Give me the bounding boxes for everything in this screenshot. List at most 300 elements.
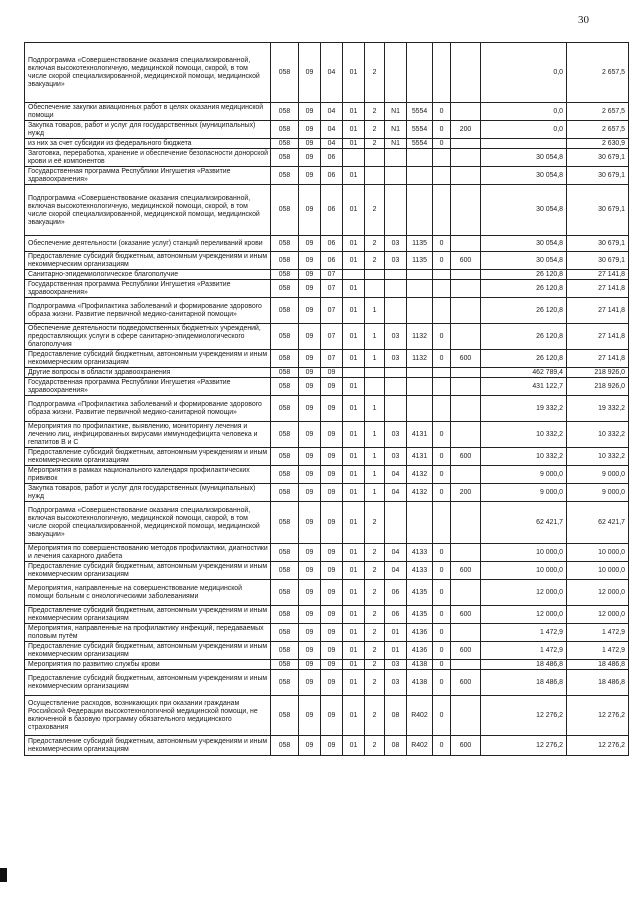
cell-c5: 0 xyxy=(433,670,451,696)
cell-adm: 058 xyxy=(271,660,299,670)
cell-pr: 04 xyxy=(321,43,343,103)
table-row xyxy=(25,252,629,270)
cell-adm: 058 xyxy=(271,324,299,350)
cell-c4: R402 xyxy=(407,736,433,756)
table-row xyxy=(25,324,629,350)
cell-rz: 09 xyxy=(299,185,321,236)
cell-c4: 4131 xyxy=(407,448,433,466)
cell-c3: 06 xyxy=(385,580,407,606)
cell-c2: 2 xyxy=(365,562,385,580)
cell-c2: 2 xyxy=(365,252,385,270)
cell-name: Государственная программа Республики Ингушетия «Развитие здравоохранения» xyxy=(25,378,271,396)
cell-c5: 0 xyxy=(433,660,451,670)
cell-rz: 09 xyxy=(299,378,321,396)
cell-pr: 09 xyxy=(321,422,343,448)
cell-rz: 09 xyxy=(299,484,321,502)
cell-name: Обеспечение деятельности (оказание услуг) станций переливаний крови xyxy=(25,236,271,252)
cell-c3: 08 xyxy=(385,696,407,736)
cell-name: Предоставление субсидий бюджетным, автономным учреждениям и иным некоммерческим организациям xyxy=(25,736,271,756)
cell-c5 xyxy=(433,396,451,422)
cell-v1: 26 120,8 xyxy=(481,324,567,350)
cell-v1: 19 332,2 xyxy=(481,396,567,422)
cell-adm: 058 xyxy=(271,696,299,736)
cell-pr: 09 xyxy=(321,580,343,606)
cell-vr: 600 xyxy=(451,350,481,368)
cell-c2 xyxy=(365,149,385,167)
cell-c5: 0 xyxy=(433,324,451,350)
cell-name: Санитарно-эпидемиологическое благополучие xyxy=(25,270,271,280)
cell-v2: 218 926,0 xyxy=(567,368,629,378)
cell-pr: 09 xyxy=(321,606,343,624)
cell-v1: 0,0 xyxy=(481,43,567,103)
cell-rz: 09 xyxy=(299,103,321,121)
table-row xyxy=(25,149,629,167)
cell-v2: 1 472,9 xyxy=(567,642,629,660)
table-row xyxy=(25,378,629,396)
cell-c2: 1 xyxy=(365,466,385,484)
cell-v1: 462 789,4 xyxy=(481,368,567,378)
cell-vr xyxy=(451,502,481,544)
cell-adm: 058 xyxy=(271,422,299,448)
cell-c1: 01 xyxy=(343,236,365,252)
cell-v1: 30 054,8 xyxy=(481,167,567,185)
cell-c4: R402 xyxy=(407,696,433,736)
table-row xyxy=(25,43,629,103)
cell-c1: 01 xyxy=(343,350,365,368)
table-row xyxy=(25,270,629,280)
cell-c4 xyxy=(407,270,433,280)
cell-c5 xyxy=(433,502,451,544)
cell-v1: 9 000,0 xyxy=(481,484,567,502)
cell-c1: 01 xyxy=(343,324,365,350)
cell-name: Мероприятия в рамках национального календаря профилактических прививок xyxy=(25,466,271,484)
cell-rz: 09 xyxy=(299,502,321,544)
cell-v2: 10 000,0 xyxy=(567,544,629,562)
cell-c4: 4136 xyxy=(407,624,433,642)
cell-rz: 09 xyxy=(299,270,321,280)
cell-c1: 01 xyxy=(343,298,365,324)
cell-pr: 04 xyxy=(321,139,343,149)
cell-name: Мероприятия, направленные на профилактику инфекций, передаваемых половым путём xyxy=(25,624,271,642)
cell-c4: 4133 xyxy=(407,562,433,580)
cell-c4 xyxy=(407,378,433,396)
cell-c4 xyxy=(407,167,433,185)
cell-c2: 2 xyxy=(365,103,385,121)
cell-c4 xyxy=(407,368,433,378)
cell-c1: 01 xyxy=(343,660,365,670)
table-row xyxy=(25,298,629,324)
cell-adm: 058 xyxy=(271,466,299,484)
cell-c1: 01 xyxy=(343,466,365,484)
cell-c1: 01 xyxy=(343,606,365,624)
cell-pr: 04 xyxy=(321,121,343,139)
cell-adm: 058 xyxy=(271,544,299,562)
cell-adm: 058 xyxy=(271,606,299,624)
cell-rz: 09 xyxy=(299,448,321,466)
cell-name: Мероприятия, направленные на совершенствование медицинской помощи больным с онкологическими заболеваниями xyxy=(25,580,271,606)
cell-c1: 01 xyxy=(343,121,365,139)
table-row xyxy=(25,660,629,670)
cell-rz: 09 xyxy=(299,298,321,324)
cell-adm: 058 xyxy=(271,252,299,270)
cell-rz: 09 xyxy=(299,544,321,562)
cell-c3 xyxy=(385,280,407,298)
cell-vr xyxy=(451,544,481,562)
table-row xyxy=(25,167,629,185)
cell-v1: 10 332,2 xyxy=(481,422,567,448)
cell-pr: 09 xyxy=(321,484,343,502)
cell-v2: 2 657,5 xyxy=(567,121,629,139)
cell-c5: 0 xyxy=(433,139,451,149)
cell-c3: 04 xyxy=(385,562,407,580)
cell-c3: 03 xyxy=(385,350,407,368)
cell-adm: 058 xyxy=(271,185,299,236)
cell-vr: 200 xyxy=(451,121,481,139)
cell-pr: 09 xyxy=(321,624,343,642)
cell-c2: 2 xyxy=(365,43,385,103)
cell-c1: 01 xyxy=(343,139,365,149)
cell-c2: 2 xyxy=(365,660,385,670)
cell-c4: 4138 xyxy=(407,670,433,696)
cell-vr xyxy=(451,270,481,280)
cell-v2: 9 000,0 xyxy=(567,466,629,484)
cell-c1: 01 xyxy=(343,736,365,756)
cell-name: Подпрограмма «Совершенствование оказания специализированной, включая высокотехнологичную, медицинской помощи, скорой, в том числе скорой специализированной, медицинской помощи, медицинской эвакуации» xyxy=(25,43,271,103)
cell-pr: 09 xyxy=(321,562,343,580)
table-row xyxy=(25,466,629,484)
cell-rz: 09 xyxy=(299,236,321,252)
cell-pr: 06 xyxy=(321,185,343,236)
cell-c1: 01 xyxy=(343,562,365,580)
cell-name: Предоставление субсидий бюджетным, автономным учреждениям и иным некоммерческим организациям xyxy=(25,562,271,580)
cell-c1: 01 xyxy=(343,252,365,270)
cell-pr: 06 xyxy=(321,252,343,270)
cell-v1: 12 276,2 xyxy=(481,696,567,736)
cell-c2: 2 xyxy=(365,544,385,562)
cell-c1 xyxy=(343,149,365,167)
cell-c5: 0 xyxy=(433,484,451,502)
cell-c3: 04 xyxy=(385,466,407,484)
cell-adm: 058 xyxy=(271,484,299,502)
cell-c3 xyxy=(385,298,407,324)
cell-c4: 4131 xyxy=(407,422,433,448)
cell-name: из них за счет субсидии из федерального бюджета xyxy=(25,139,271,149)
cell-name: Предоставление субсидий бюджетным, автономным учреждениям и иным некоммерческим организациям xyxy=(25,670,271,696)
cell-c2: 2 xyxy=(365,580,385,606)
scan-edge-mark xyxy=(0,868,7,882)
cell-c3: N1 xyxy=(385,139,407,149)
cell-v1: 62 421,7 xyxy=(481,502,567,544)
cell-rz: 09 xyxy=(299,368,321,378)
cell-v1: 30 054,8 xyxy=(481,252,567,270)
cell-pr: 09 xyxy=(321,670,343,696)
cell-adm: 058 xyxy=(271,236,299,252)
cell-c4: 1135 xyxy=(407,236,433,252)
cell-pr: 04 xyxy=(321,103,343,121)
cell-c2: 1 xyxy=(365,422,385,448)
cell-v1: 30 054,8 xyxy=(481,185,567,236)
cell-c1: 01 xyxy=(343,167,365,185)
cell-name: Закупка товаров, работ и услуг для государственных (муниципальных) нужд xyxy=(25,121,271,139)
cell-v2: 12 276,2 xyxy=(567,736,629,756)
cell-adm: 058 xyxy=(271,378,299,396)
cell-c3: 01 xyxy=(385,624,407,642)
cell-c2: 2 xyxy=(365,502,385,544)
cell-v1 xyxy=(481,139,567,149)
cell-c5 xyxy=(433,280,451,298)
cell-adm: 058 xyxy=(271,43,299,103)
cell-adm: 058 xyxy=(271,562,299,580)
cell-v2: 27 141,8 xyxy=(567,298,629,324)
cell-v2: 10 332,2 xyxy=(567,448,629,466)
cell-adm: 058 xyxy=(271,368,299,378)
cell-c5 xyxy=(433,368,451,378)
cell-v1: 431 122,7 xyxy=(481,378,567,396)
cell-name: Обеспечение закупки авиационных работ в целях оказания медицинской помощи xyxy=(25,103,271,121)
cell-name: Обеспечение деятельности подведомственных бюджетных учреждений, предоставляющих услуги в сфере санитарно-эпидемиологического благополучия xyxy=(25,324,271,350)
cell-c5: 0 xyxy=(433,350,451,368)
cell-c1: 01 xyxy=(343,103,365,121)
cell-v2: 2 657,5 xyxy=(567,103,629,121)
cell-vr xyxy=(451,378,481,396)
cell-c5 xyxy=(433,378,451,396)
cell-pr: 07 xyxy=(321,350,343,368)
cell-v1: 26 120,8 xyxy=(481,280,567,298)
cell-v2: 27 141,8 xyxy=(567,350,629,368)
cell-c3: 08 xyxy=(385,736,407,756)
cell-adm: 058 xyxy=(271,139,299,149)
cell-c1: 01 xyxy=(343,696,365,736)
cell-c2 xyxy=(365,378,385,396)
cell-c1: 01 xyxy=(343,670,365,696)
cell-vr xyxy=(451,324,481,350)
cell-pr: 09 xyxy=(321,660,343,670)
cell-v2: 2 657,5 xyxy=(567,43,629,103)
cell-name: Другие вопросы в области здравоохранения xyxy=(25,368,271,378)
cell-adm: 058 xyxy=(271,270,299,280)
cell-v2: 30 679,1 xyxy=(567,167,629,185)
cell-c2 xyxy=(365,368,385,378)
cell-c1: 01 xyxy=(343,580,365,606)
cell-c5: 0 xyxy=(433,580,451,606)
cell-v2: 19 332,2 xyxy=(567,396,629,422)
cell-v1: 18 486,8 xyxy=(481,660,567,670)
cell-c3 xyxy=(385,167,407,185)
cell-c3 xyxy=(385,149,407,167)
cell-c5: 0 xyxy=(433,696,451,736)
cell-c3 xyxy=(385,43,407,103)
cell-rz: 09 xyxy=(299,396,321,422)
cell-vr xyxy=(451,139,481,149)
cell-c1: 01 xyxy=(343,502,365,544)
table-row xyxy=(25,670,629,696)
table-row xyxy=(25,696,629,736)
cell-c3: 03 xyxy=(385,422,407,448)
cell-c3 xyxy=(385,368,407,378)
cell-c3: 06 xyxy=(385,606,407,624)
cell-rz: 09 xyxy=(299,562,321,580)
cell-name: Предоставление субсидий бюджетным, автономным учреждениям и иным некоммерческим организациям xyxy=(25,448,271,466)
cell-v1: 12 000,0 xyxy=(481,580,567,606)
cell-adm: 058 xyxy=(271,448,299,466)
cell-vr xyxy=(451,368,481,378)
cell-c4 xyxy=(407,280,433,298)
cell-c4: 4135 xyxy=(407,606,433,624)
cell-pr: 09 xyxy=(321,466,343,484)
cell-rz: 09 xyxy=(299,324,321,350)
cell-c5: 0 xyxy=(433,448,451,466)
cell-rz: 09 xyxy=(299,660,321,670)
cell-v2: 30 679,1 xyxy=(567,236,629,252)
cell-rz: 09 xyxy=(299,149,321,167)
cell-c3 xyxy=(385,270,407,280)
cell-pr: 07 xyxy=(321,298,343,324)
cell-pr: 09 xyxy=(321,396,343,422)
cell-c2 xyxy=(365,270,385,280)
table-row xyxy=(25,103,629,121)
cell-c5: 0 xyxy=(433,236,451,252)
cell-rz: 09 xyxy=(299,580,321,606)
table-row xyxy=(25,606,629,624)
cell-adm: 058 xyxy=(271,167,299,185)
table-row xyxy=(25,368,629,378)
cell-v1: 30 054,8 xyxy=(481,236,567,252)
cell-vr xyxy=(451,280,481,298)
cell-vr xyxy=(451,580,481,606)
cell-c5: 0 xyxy=(433,642,451,660)
cell-rz: 09 xyxy=(299,422,321,448)
table-row xyxy=(25,396,629,422)
cell-c5: 0 xyxy=(433,466,451,484)
cell-c5: 0 xyxy=(433,606,451,624)
cell-c2: 2 xyxy=(365,624,385,642)
cell-name: Государственная программа Республики Ингушетия «Развитие здравоохранения» xyxy=(25,167,271,185)
cell-c5 xyxy=(433,149,451,167)
cell-c4 xyxy=(407,298,433,324)
cell-c3 xyxy=(385,502,407,544)
cell-c1: 01 xyxy=(343,484,365,502)
cell-vr xyxy=(451,660,481,670)
cell-vr xyxy=(451,422,481,448)
cell-vr xyxy=(451,696,481,736)
cell-pr: 07 xyxy=(321,324,343,350)
cell-v2: 218 926,0 xyxy=(567,378,629,396)
cell-c1: 01 xyxy=(343,448,365,466)
cell-c4: 5554 xyxy=(407,121,433,139)
cell-vr: 600 xyxy=(451,562,481,580)
cell-vr: 200 xyxy=(451,484,481,502)
cell-v1: 26 120,8 xyxy=(481,350,567,368)
cell-rz: 09 xyxy=(299,736,321,756)
cell-c1: 01 xyxy=(343,544,365,562)
cell-v1: 1 472,9 xyxy=(481,624,567,642)
cell-c4: 1132 xyxy=(407,350,433,368)
cell-c5 xyxy=(433,298,451,324)
cell-pr: 06 xyxy=(321,167,343,185)
cell-c1: 01 xyxy=(343,422,365,448)
cell-c1: 01 xyxy=(343,185,365,236)
cell-adm: 058 xyxy=(271,396,299,422)
cell-c5 xyxy=(433,43,451,103)
cell-c4: 4138 xyxy=(407,660,433,670)
cell-c4: 1135 xyxy=(407,252,433,270)
table-row xyxy=(25,448,629,466)
cell-v2: 12 000,0 xyxy=(567,580,629,606)
cell-vr: 600 xyxy=(451,736,481,756)
cell-c2: 1 xyxy=(365,396,385,422)
cell-vr xyxy=(451,624,481,642)
cell-c4: 4133 xyxy=(407,544,433,562)
cell-c4: 4132 xyxy=(407,466,433,484)
table-row xyxy=(25,121,629,139)
cell-v2: 1 472,9 xyxy=(567,624,629,642)
cell-rz: 09 xyxy=(299,252,321,270)
table-row xyxy=(25,139,629,149)
cell-rz: 09 xyxy=(299,121,321,139)
cell-c5: 0 xyxy=(433,736,451,756)
cell-adm: 058 xyxy=(271,642,299,660)
cell-adm: 058 xyxy=(271,280,299,298)
cell-c4 xyxy=(407,43,433,103)
cell-pr: 09 xyxy=(321,642,343,660)
cell-name: Предоставление субсидий бюджетным, автономным учреждениям и иным некоммерческим организациям xyxy=(25,252,271,270)
cell-c2 xyxy=(365,167,385,185)
cell-c5 xyxy=(433,167,451,185)
cell-pr: 09 xyxy=(321,448,343,466)
cell-v2: 10 332,2 xyxy=(567,422,629,448)
cell-name: Предоставление субсидий бюджетным, автономным учреждениям и иным некоммерческим организациям xyxy=(25,642,271,660)
cell-c5 xyxy=(433,270,451,280)
cell-c3 xyxy=(385,185,407,236)
cell-c4: 1132 xyxy=(407,324,433,350)
cell-c2: 2 xyxy=(365,696,385,736)
cell-pr: 09 xyxy=(321,502,343,544)
cell-v2: 10 000,0 xyxy=(567,562,629,580)
cell-c2: 2 xyxy=(365,185,385,236)
cell-pr: 06 xyxy=(321,236,343,252)
cell-v2: 30 679,1 xyxy=(567,149,629,167)
cell-name: Мероприятия по совершенствованию методов профилактики, диагностики и лечения сахарного диабета xyxy=(25,544,271,562)
cell-c4: 4135 xyxy=(407,580,433,606)
cell-c5: 0 xyxy=(433,544,451,562)
cell-c2: 2 xyxy=(365,670,385,696)
cell-pr: 09 xyxy=(321,736,343,756)
cell-rz: 09 xyxy=(299,466,321,484)
cell-pr: 09 xyxy=(321,378,343,396)
cell-adm: 058 xyxy=(271,736,299,756)
cell-c1 xyxy=(343,270,365,280)
budget-table xyxy=(24,42,629,756)
cell-c5 xyxy=(433,185,451,236)
table-row xyxy=(25,280,629,298)
cell-vr xyxy=(451,236,481,252)
cell-name: Предоставление субсидий бюджетным, автономным учреждениям и иным некоммерческим организациям xyxy=(25,606,271,624)
table-row xyxy=(25,502,629,544)
cell-vr xyxy=(451,103,481,121)
cell-rz: 09 xyxy=(299,350,321,368)
cell-c2 xyxy=(365,280,385,298)
cell-name: Государственная программа Республики Ингушетия «Развитие здравоохранения» xyxy=(25,280,271,298)
cell-adm: 058 xyxy=(271,121,299,139)
cell-c4 xyxy=(407,185,433,236)
cell-vr: 600 xyxy=(451,252,481,270)
cell-c1: 01 xyxy=(343,642,365,660)
cell-rz: 09 xyxy=(299,43,321,103)
cell-v2: 27 141,8 xyxy=(567,324,629,350)
cell-adm: 058 xyxy=(271,580,299,606)
cell-pr: 07 xyxy=(321,280,343,298)
table-row xyxy=(25,236,629,252)
